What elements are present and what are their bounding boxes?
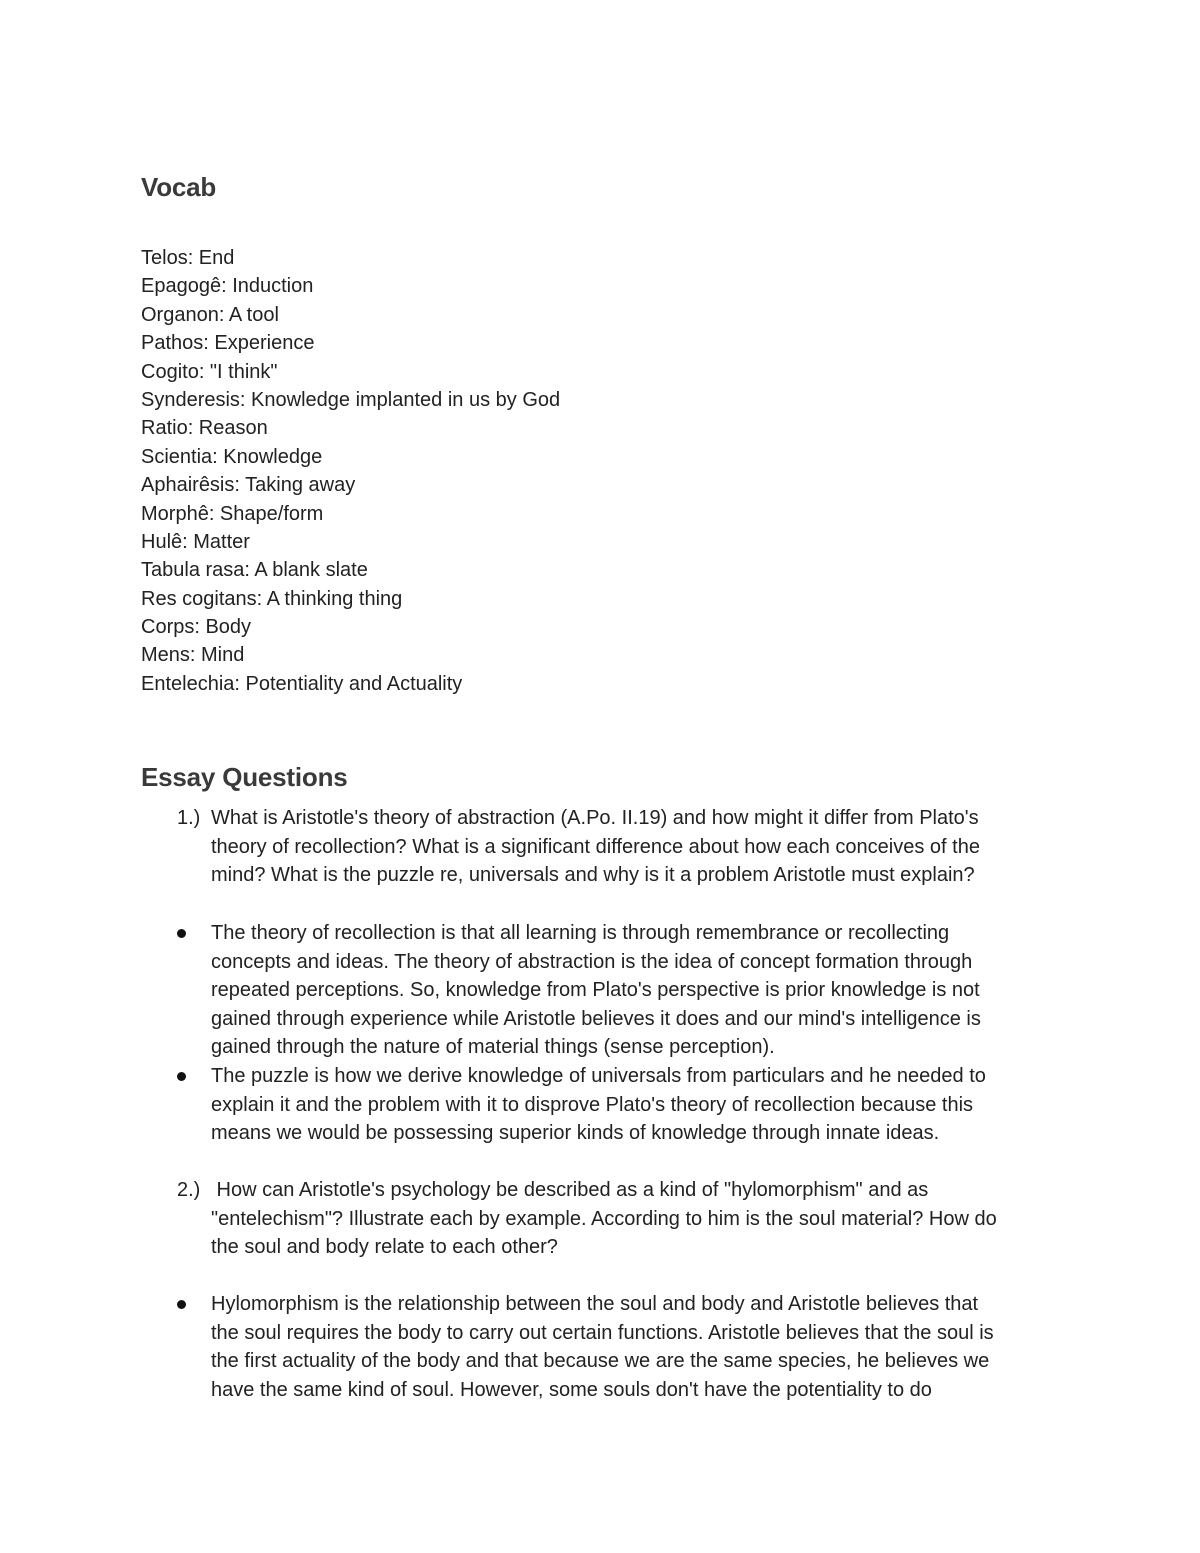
text-line: the first actuality of the body and that because we are the same species, he believes we	[211, 1350, 990, 1373]
text-line: How can Aristotle's psychology be described as a kind of "hylomorphism" and as	[211, 1179, 929, 1201]
text-line: explain it and the problem with it to disprove Plato's theory of recollection because this	[211, 1093, 974, 1116]
vocab-item: Ratio: Reason	[141, 417, 268, 440]
text-line: the soul requires the body to carry out certain functions. Aristotle believes that the soul is	[211, 1321, 994, 1344]
text-line: gained through experience while Aristotle believes it does and our mind's intelligence is	[211, 1007, 981, 1030]
vocab-item: Aphairêsis: Taking away	[141, 474, 356, 497]
text-line: the soul and body relate to each other?	[211, 1236, 558, 1259]
vocab-item: Telos: End	[141, 247, 235, 269]
vocab-item: Morphê: Shape/form	[141, 502, 324, 525]
vocab-heading: Vocab	[141, 172, 217, 202]
bullet-icon	[177, 1072, 186, 1081]
question-2-text	[211, 1176, 1071, 1262]
vocab-item: Cogito: "I think"	[141, 360, 278, 383]
vocab-item: Tabula rasa: A blank slate	[141, 559, 368, 582]
question-1-text	[211, 804, 1071, 890]
vocab-item: Res cogitans: A thinking thing	[141, 587, 403, 610]
essay-questions-heading: Essay Questions	[141, 762, 348, 792]
answer-1-bullet-1	[211, 919, 1071, 1062]
vocab-item: Synderesis: Knowledge implanted in us by God	[141, 388, 561, 411]
vocab-item: Organon: A tool	[141, 303, 279, 326]
text-line: The theory of recollection is that all learning is through remembrance or recollecting	[211, 922, 950, 944]
text-line: concepts and ideas. The theory of abstraction is the idea of concept formation through	[211, 950, 973, 973]
text-line: What is Aristotle's theory of abstraction (A.Po. II.19) and how might it differ from Plato's	[211, 807, 979, 829]
answer-2-bullet-1	[211, 1290, 1071, 1404]
text-line: repeated perceptions. So, knowledge from Plato's perspective is prior knowledge is not	[211, 979, 980, 1002]
text-line: have the same kind of soul. However, some souls don't have the potentiality to do	[211, 1378, 932, 1401]
vocab-item: Scientia: Knowledge	[141, 445, 323, 468]
vocab-list	[141, 244, 560, 698]
vocab-item: Entelechia: Potentiality and Actuality	[141, 672, 463, 695]
answer-1-bullet-2	[211, 1062, 1071, 1148]
text-line: The puzzle is how we derive knowledge of universals from particulars and he needed to	[211, 1065, 986, 1087]
text-line: gained through the nature of material things (sense perception).	[211, 1036, 775, 1059]
text-line: mind? What is the puzzle re, universals and why is it a problem Aristotle must explain?	[211, 864, 975, 887]
text-line: Hylomorphism is the relationship between the soul and body and Aristotle believes that	[211, 1293, 979, 1315]
vocab-item: Corps: Body	[141, 616, 252, 639]
text-line: theory of recollection? What is a significant difference about how each conceives of the	[211, 835, 980, 858]
bullet-icon	[177, 929, 186, 938]
vocab-item: Pathos: Experience	[141, 332, 315, 355]
question-2-number: 2.)	[177, 1179, 201, 1201]
question-1-number: 1.)	[177, 807, 201, 829]
bullet-icon	[177, 1300, 186, 1309]
vocab-item: Epagogê: Induction	[141, 275, 314, 298]
text-line: "entelechism"? Illustrate each by example. According to him is the soul material? How do	[211, 1207, 997, 1230]
vocab-item: Mens: Mind	[141, 644, 245, 667]
text-line: means we would be possessing superior kinds of knowledge through innate ideas.	[211, 1122, 940, 1145]
vocab-item: Hulê: Matter	[141, 530, 250, 553]
